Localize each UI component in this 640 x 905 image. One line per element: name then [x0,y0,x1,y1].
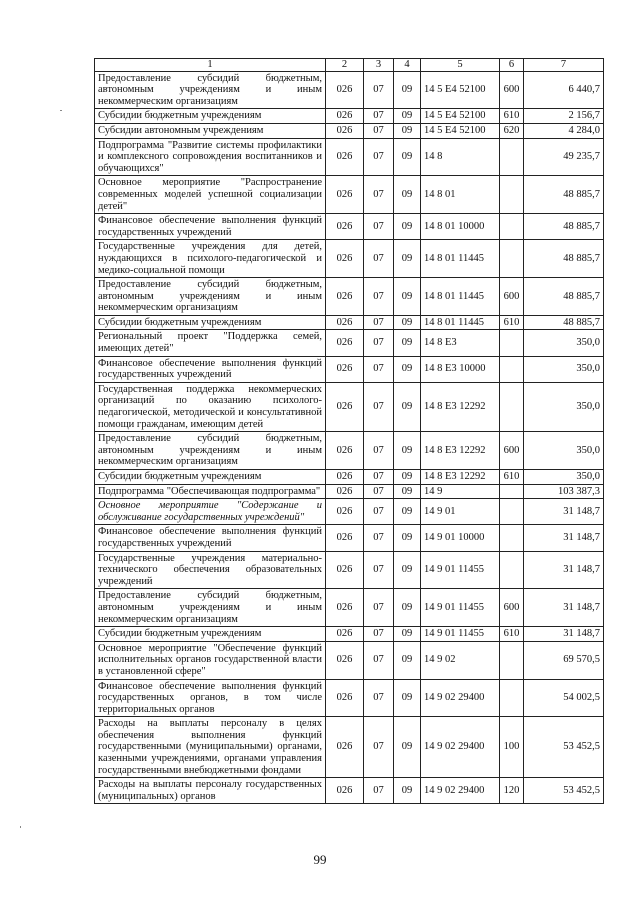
row-name-cell: Основное мероприятие "Распространение современных моделей успешной социализации детей" [95,176,326,214]
amount-cell: 48 885,7 [524,240,604,278]
subsection-code-cell: 09 [394,356,421,382]
expense-type-cell: 600 [500,278,524,316]
subsection-code-cell: 09 [394,484,421,499]
row-name-cell: Подпрограмма "Обеспечивающая подпрограмма" [95,484,326,499]
table-row [95,470,604,485]
table-row [95,589,604,627]
table-row [95,778,604,804]
target-article-cell: 14 5 Е4 52100 [421,123,500,138]
section-code-cell: 07 [364,525,394,551]
target-article-cell: 14 9 02 29400 [421,679,500,717]
table-row [95,525,604,551]
section-code-cell: 07 [364,71,394,109]
expense-type-cell: 600 [500,432,524,470]
table-row [95,627,604,642]
ministry-code-cell: 026 [326,627,364,642]
table-row [95,641,604,679]
expense-type-cell [500,484,524,499]
section-code-cell: 07 [364,484,394,499]
target-article-cell: 14 5 Е4 52100 [421,71,500,109]
target-article-cell: 14 8 Е3 12292 [421,470,500,485]
row-name-cell: Расходы на выплаты персоналу государственных (муниципальных) органов [95,778,326,804]
subsection-code-cell: 09 [394,717,421,778]
table-row [95,123,604,138]
table-header-row [95,59,604,72]
section-code-cell: 07 [364,356,394,382]
ministry-code-cell: 026 [326,356,364,382]
expense-type-cell: 600 [500,71,524,109]
target-article-cell: 14 9 01 11455 [421,627,500,642]
expense-type-cell: 610 [500,470,524,485]
target-article-cell: 14 9 01 10000 [421,525,500,551]
ministry-code-cell: 026 [326,278,364,316]
target-article-cell: 14 9 02 29400 [421,717,500,778]
amount-cell: 31 148,7 [524,551,604,589]
target-article-cell: 14 9 01 11455 [421,551,500,589]
table-row [95,214,604,240]
table-row [95,551,604,589]
subsection-code-cell: 09 [394,214,421,240]
amount-cell: 49 235,7 [524,138,604,176]
ministry-code-cell: 026 [326,499,364,525]
subsection-code-cell: 09 [394,382,421,431]
row-name-cell: Государственные учреждения материально-технического обеспечения образовательных учреждений [95,551,326,589]
row-name-cell: Предоставление субсидий бюджетным, автономным учреждениям и иным некоммерческим организациям [95,432,326,470]
row-name-cell: Подпрограмма "Развитие системы профилактики и комплексного сопровождения воспитанников и обучающихся" [95,138,326,176]
table-row [95,138,604,176]
table-row [95,679,604,717]
subsection-code-cell: 09 [394,315,421,330]
subsection-code-cell: 09 [394,679,421,717]
ministry-code-cell: 026 [326,589,364,627]
subsection-code-cell: 09 [394,176,421,214]
row-name-cell: Финансовое обеспечение выполнения функций государственных учреждений [95,214,326,240]
expense-type-cell [500,356,524,382]
section-code-cell: 07 [364,315,394,330]
amount-cell: 350,0 [524,432,604,470]
scan-mark [60,110,62,111]
table-row [95,71,604,109]
section-code-cell: 07 [364,627,394,642]
target-article-cell: 14 9 02 29400 [421,778,500,804]
ministry-code-cell: 026 [326,551,364,589]
amount-cell: 6 440,7 [524,71,604,109]
amount-cell: 69 570,5 [524,641,604,679]
subsection-code-cell: 09 [394,499,421,525]
table-row [95,484,604,499]
expense-type-cell [500,641,524,679]
amount-cell: 48 885,7 [524,278,604,316]
section-code-cell: 07 [364,109,394,124]
ministry-code-cell: 026 [326,330,364,356]
section-code-cell: 07 [364,717,394,778]
row-name-cell: Финансовое обеспечение выполнения функций государственных учреждений [95,525,326,551]
subsection-code-cell: 09 [394,525,421,551]
amount-cell: 48 885,7 [524,315,604,330]
ministry-code-cell: 026 [326,138,364,176]
section-code-cell: 07 [364,470,394,485]
amount-cell: 31 148,7 [524,627,604,642]
expense-type-cell: 600 [500,589,524,627]
subsection-code-cell: 09 [394,432,421,470]
target-article-cell: 14 8 Е3 10000 [421,356,500,382]
row-name-cell: Финансовое обеспечение выполнения функций государственных органов, в том числе территориальных органов [95,679,326,717]
table-row [95,176,604,214]
expense-type-cell [500,176,524,214]
section-code-cell: 07 [364,240,394,278]
target-article-cell: 14 9 01 [421,499,500,525]
section-code-cell: 07 [364,589,394,627]
ministry-code-cell: 026 [326,123,364,138]
section-code-cell: 07 [364,641,394,679]
row-name-cell: Региональный проект "Поддержка семей, имеющих детей" [95,330,326,356]
target-article-cell: 14 8 Е3 12292 [421,382,500,431]
amount-cell: 350,0 [524,330,604,356]
expense-type-cell [500,679,524,717]
expense-type-cell: 120 [500,778,524,804]
ministry-code-cell: 026 [326,109,364,124]
subsection-code-cell: 09 [394,470,421,485]
table-row [95,499,604,525]
amount-cell: 53 452,5 [524,717,604,778]
table-row [95,717,604,778]
ministry-code-cell: 026 [326,214,364,240]
table-row [95,356,604,382]
ministry-code-cell: 026 [326,71,364,109]
scan-mark [20,826,21,828]
target-article-cell: 14 5 Е4 52100 [421,109,500,124]
section-code-cell: 07 [364,679,394,717]
budget-table [94,58,604,804]
amount-cell: 350,0 [524,356,604,382]
table-row [95,432,604,470]
section-code-cell: 07 [364,214,394,240]
row-name-cell: Расходы на выплаты персоналу в целях обеспечения выполнения функций государственными (муниципальными) органами, казенными учреждениями, органами управления государственными внебюджетными фондами [95,717,326,778]
expense-type-cell: 610 [500,627,524,642]
amount-cell: 350,0 [524,470,604,485]
page-number: 99 [313,852,327,867]
expense-type-cell [500,499,524,525]
subsection-code-cell: 09 [394,71,421,109]
target-article-cell: 14 8 Е3 12292 [421,432,500,470]
expense-type-cell [500,138,524,176]
section-code-cell: 07 [364,330,394,356]
section-code-cell: 07 [364,382,394,431]
target-article-cell: 14 8 01 11445 [421,278,500,316]
section-code-cell: 07 [364,123,394,138]
expense-type-cell: 100 [500,717,524,778]
expense-type-cell: 610 [500,109,524,124]
row-name-cell: Субсидии бюджетным учреждениям [95,109,326,124]
expense-type-cell [500,330,524,356]
target-article-cell: 14 8 01 10000 [421,214,500,240]
ministry-code-cell: 026 [326,679,364,717]
section-code-cell: 07 [364,138,394,176]
ministry-code-cell: 026 [326,641,364,679]
header-cell: 7 [524,59,604,72]
target-article-cell: 14 8 01 11445 [421,315,500,330]
section-code-cell: 07 [364,499,394,525]
ministry-code-cell: 026 [326,525,364,551]
expense-type-cell [500,525,524,551]
ministry-code-cell: 026 [326,382,364,431]
section-code-cell: 07 [364,551,394,589]
header-cell: 3 [364,59,394,72]
amount-cell: 31 148,7 [524,525,604,551]
subsection-code-cell: 09 [394,551,421,589]
target-article-cell: 14 8 [421,138,500,176]
target-article-cell: 14 8 01 11445 [421,240,500,278]
expense-type-cell [500,382,524,431]
row-name-cell: Предоставление субсидий бюджетным, автономным учреждениям и иным некоммерческим организациям [95,71,326,109]
amount-cell: 48 885,7 [524,176,604,214]
target-article-cell: 14 9 02 [421,641,500,679]
subsection-code-cell: 09 [394,278,421,316]
expense-type-cell [500,240,524,278]
header-cell: 4 [394,59,421,72]
subsection-code-cell: 09 [394,641,421,679]
row-name-cell: Финансовое обеспечение выполнения функций государственных учреждений [95,356,326,382]
table-row [95,315,604,330]
subsection-code-cell: 09 [394,138,421,176]
amount-cell: 53 452,5 [524,778,604,804]
amount-cell: 4 284,0 [524,123,604,138]
expense-type-cell: 620 [500,123,524,138]
header-cell: 2 [326,59,364,72]
ministry-code-cell: 026 [326,432,364,470]
row-name-cell: Государственная поддержка некоммерческих организаций по оказанию психолого-педагогической, методической и консультативной помощи гражданам, имеющим детей [95,382,326,431]
header-cell: 6 [500,59,524,72]
row-name-cell: Основное мероприятие "Обеспечение функций исполнительных органов государственной власти в установленной сфере" [95,641,326,679]
amount-cell: 350,0 [524,382,604,431]
subsection-code-cell: 09 [394,123,421,138]
table-row [95,278,604,316]
row-name-cell: Субсидии бюджетным учреждениям [95,627,326,642]
target-article-cell: 14 9 01 11455 [421,589,500,627]
table-row [95,382,604,431]
target-article-cell: 14 8 01 [421,176,500,214]
target-article-cell: 14 9 [421,484,500,499]
table-row [95,330,604,356]
section-code-cell: 07 [364,176,394,214]
section-code-cell: 07 [364,278,394,316]
ministry-code-cell: 026 [326,240,364,278]
target-article-cell: 14 8 Е3 [421,330,500,356]
subsection-code-cell: 09 [394,589,421,627]
subsection-code-cell: 09 [394,240,421,278]
expense-type-cell [500,551,524,589]
row-name-cell: Субсидии бюджетным учреждениям [95,470,326,485]
section-code-cell: 07 [364,432,394,470]
row-name-cell: Предоставление субсидий бюджетным, автономным учреждениям и иным некоммерческим организациям [95,589,326,627]
expense-type-cell: 610 [500,315,524,330]
ministry-code-cell: 026 [326,778,364,804]
section-code-cell: 07 [364,778,394,804]
row-name-cell: Субсидии автономным учреждениям [95,123,326,138]
row-name-cell: Предоставление субсидий бюджетным, автономным учреждениям и иным некоммерческим организациям [95,278,326,316]
expense-type-cell [500,214,524,240]
ministry-code-cell: 026 [326,315,364,330]
table-row [95,109,604,124]
ministry-code-cell: 026 [326,484,364,499]
amount-cell: 54 002,5 [524,679,604,717]
subsection-code-cell: 09 [394,778,421,804]
header-cell: 1 [95,59,326,72]
table-row [95,240,604,278]
row-name-cell: Государственные учреждения для детей, нуждающихся в психолого-педагогической и медико-социальной помощи [95,240,326,278]
subsection-code-cell: 09 [394,330,421,356]
header-cell: 5 [421,59,500,72]
table-body [95,71,604,804]
amount-cell: 103 387,3 [524,484,604,499]
ministry-code-cell: 026 [326,176,364,214]
row-name-cell: Основное мероприятие "Содержание и обслуживание государственных учреждений" [95,499,326,525]
amount-cell: 48 885,7 [524,214,604,240]
amount-cell: 31 148,7 [524,589,604,627]
subsection-code-cell: 09 [394,627,421,642]
amount-cell: 31 148,7 [524,499,604,525]
row-name-cell: Субсидии бюджетным учреждениям [95,315,326,330]
ministry-code-cell: 026 [326,470,364,485]
amount-cell: 2 156,7 [524,109,604,124]
subsection-code-cell: 09 [394,109,421,124]
ministry-code-cell: 026 [326,717,364,778]
